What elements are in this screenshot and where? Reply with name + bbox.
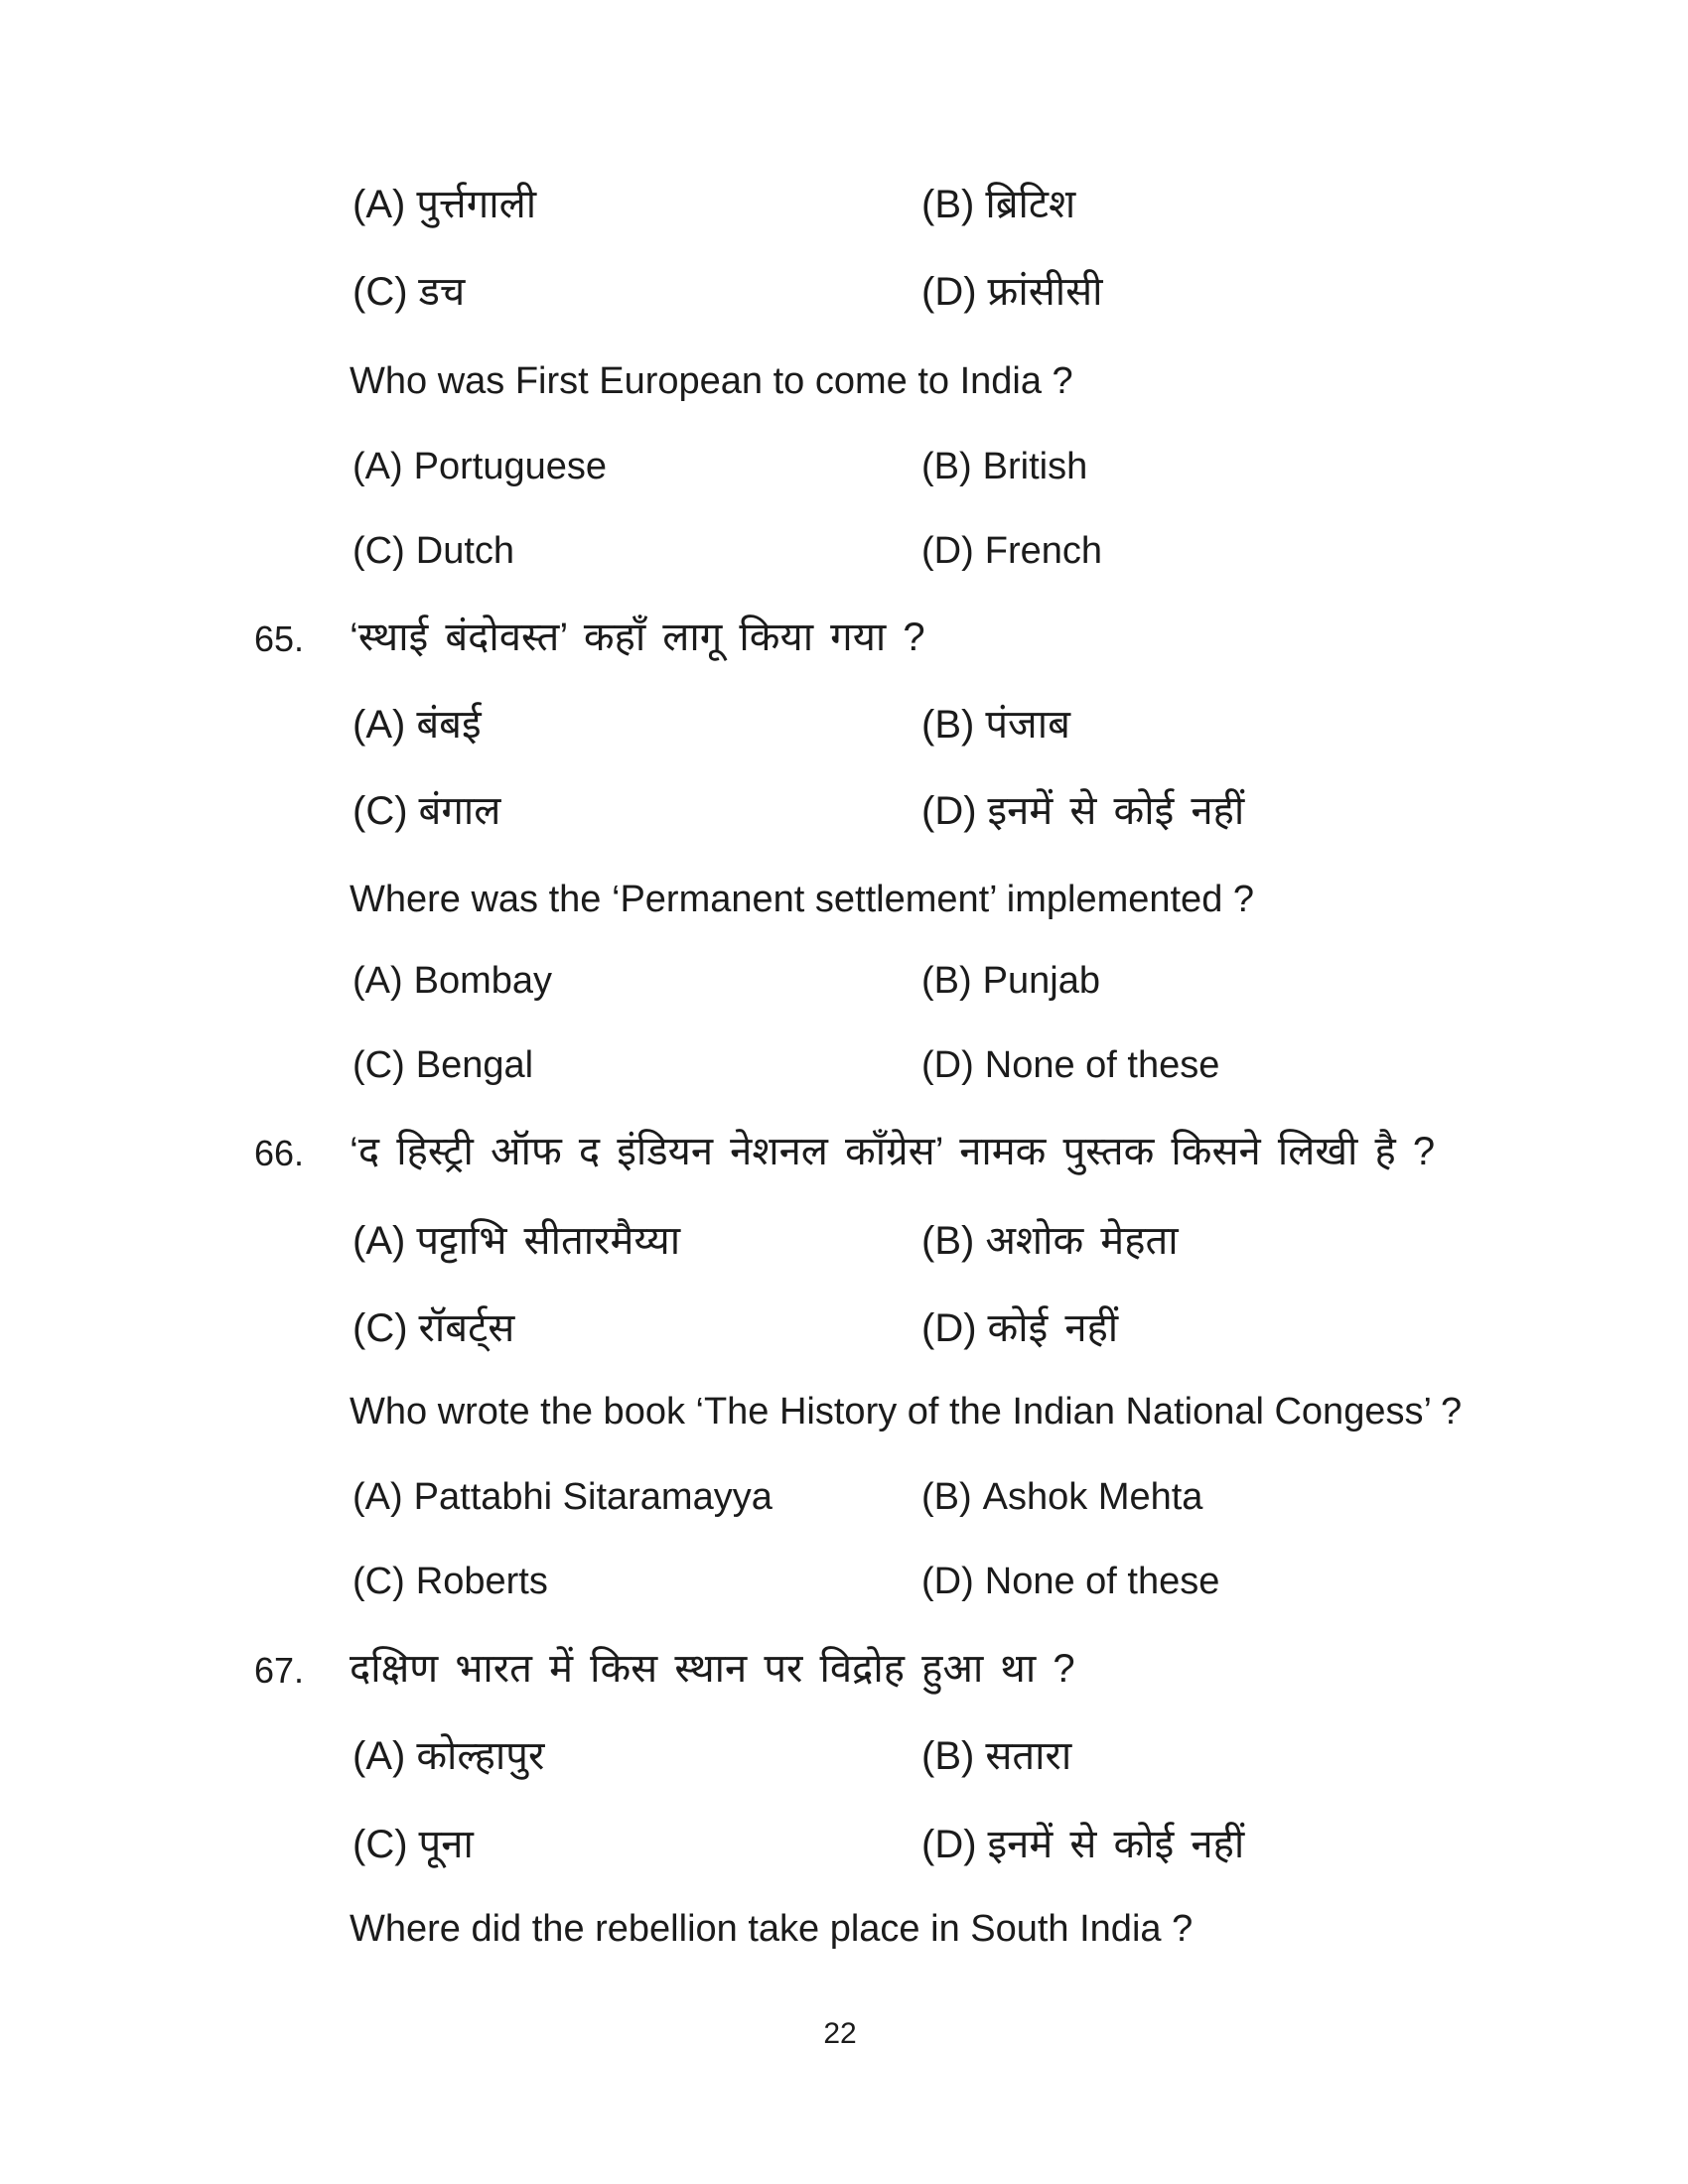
q67-option-c-hi-label: (C) xyxy=(352,1823,408,1866)
q66-option-c-en xyxy=(352,1560,548,1605)
q67-option-c-hi-text: पूना xyxy=(418,1823,474,1866)
q66-question-hindi: ‘द हिस्ट्री ऑफ द इंडियन नेशनल काँग्रेस’ नामक पुस्तक किसने लिखी है ? xyxy=(350,1130,1436,1173)
q67-option-b-hi-text: सतारा xyxy=(985,1734,1072,1778)
q65-option-b-hi xyxy=(921,701,1070,749)
q65-option-d-hi-label: (D) xyxy=(921,789,977,833)
q64-option-c-hi-text: डच xyxy=(418,270,466,314)
q66-option-d-en-label: (D) xyxy=(921,1561,974,1602)
q67-number: 67. xyxy=(254,1650,305,1691)
q66-option-c-en-label: (C) xyxy=(352,1561,405,1602)
q67-option-b-hi-label: (B) xyxy=(921,1734,975,1778)
q65-option-d-en xyxy=(921,1043,1219,1089)
q65-option-b-en xyxy=(921,959,1100,1005)
q66-option-a-hi-label: (A) xyxy=(352,1219,406,1263)
q64-option-d-en-label: (D) xyxy=(921,530,974,572)
q65-option-a-hi xyxy=(352,701,482,749)
q66-option-b-hi xyxy=(921,1217,1179,1265)
q64-option-c-en xyxy=(352,529,514,575)
q65-option-d-en-label: (D) xyxy=(921,1044,974,1086)
q66-option-d-en xyxy=(921,1560,1219,1605)
q64-option-c-en-text: Dutch xyxy=(415,530,515,572)
q67-option-b-hi xyxy=(921,1732,1071,1780)
q66-option-a-hi xyxy=(352,1217,680,1265)
q64-option-a-en-label: (A) xyxy=(352,446,403,487)
q66-option-b-hi-label: (B) xyxy=(921,1219,975,1263)
q65-option-c-en-text: Bengal xyxy=(415,1044,534,1086)
q67-option-a-hi-text: कोल्हापुर xyxy=(416,1734,545,1778)
q66-option-a-en xyxy=(352,1475,773,1521)
q67-question-english: Where did the rebellion take place in South India ? xyxy=(350,1908,1194,1950)
q66-option-b-hi-text: अशोक मेहता xyxy=(985,1219,1179,1263)
q65-number: 65. xyxy=(254,618,305,659)
q66-option-c-hi xyxy=(352,1304,514,1352)
q65-option-c-hi-text: बंगाल xyxy=(418,789,501,833)
q65-option-c-en xyxy=(352,1043,533,1089)
q65-option-c-en-label: (C) xyxy=(352,1044,405,1086)
q64-option-a-hi-text: पुर्त्तगाली xyxy=(416,183,537,226)
q65-option-a-en-label: (A) xyxy=(352,960,403,1002)
q67-question-hindi: दक्षिण भारत में किस स्थान पर विद्रोह हुआ था ? xyxy=(350,1647,1075,1691)
q65-option-b-en-label: (B) xyxy=(921,960,972,1002)
q66-option-c-en-text: Roberts xyxy=(415,1561,548,1602)
q67-option-a-hi xyxy=(352,1732,544,1780)
q64-option-d-hi xyxy=(921,268,1103,316)
q66-option-c-hi-text: रॉबर्ट्स xyxy=(418,1306,515,1350)
q66-number: 66. xyxy=(254,1133,305,1173)
q64-option-c-hi-label: (C) xyxy=(352,270,408,314)
q66-option-a-en-label: (A) xyxy=(352,1476,403,1518)
q65-option-c-hi-label: (C) xyxy=(352,789,408,833)
q67-option-d-hi-label: (D) xyxy=(921,1823,977,1866)
q64-option-b-en-text: British xyxy=(982,446,1088,487)
q65-option-d-hi xyxy=(921,787,1244,835)
q66-option-c-hi-label: (C) xyxy=(352,1306,408,1350)
q64-option-b-hi-text: ब्रिटिश xyxy=(985,183,1076,226)
q64-option-b-en-label: (B) xyxy=(921,446,972,487)
q66-option-d-en-text: None of these xyxy=(984,1561,1220,1602)
q66-option-d-hi-text: कोई नहीं xyxy=(987,1306,1119,1350)
q64-option-d-hi-text: फ्रांसीसी xyxy=(987,270,1103,314)
q66-option-d-hi xyxy=(921,1304,1118,1352)
q65-option-d-en-text: None of these xyxy=(984,1044,1220,1086)
q64-option-b-hi-label: (B) xyxy=(921,183,975,226)
q66-option-b-en xyxy=(921,1475,1202,1521)
q67-option-d-hi xyxy=(921,1821,1244,1868)
q65-option-d-hi-text: इनमें से कोई नहीं xyxy=(987,789,1245,833)
q66-option-b-en-label: (B) xyxy=(921,1476,972,1518)
q64-option-c-en-label: (C) xyxy=(352,530,405,572)
page-number: 22 xyxy=(823,2017,857,2050)
q65-option-b-hi-label: (B) xyxy=(921,703,975,747)
q64-option-a-en-text: Portuguese xyxy=(413,446,608,487)
q64-option-a-hi-label: (A) xyxy=(352,183,406,226)
q64-option-d-en xyxy=(921,529,1102,575)
q65-option-b-hi-text: पंजाब xyxy=(985,703,1070,747)
q65-option-c-hi xyxy=(352,787,500,835)
q64-option-c-hi xyxy=(352,268,465,316)
q67-option-d-hi-text: इनमें से कोई नहीं xyxy=(987,1823,1245,1866)
q64-option-d-en-text: French xyxy=(984,530,1103,572)
q65-option-b-en-text: Punjab xyxy=(982,960,1100,1002)
q66-option-a-hi-text: पट्टाभि सीतारमैय्या xyxy=(416,1219,681,1263)
q64-option-d-hi-label: (D) xyxy=(921,270,977,314)
q65-option-a-en-text: Bombay xyxy=(413,960,553,1002)
q66-option-b-en-text: Ashok Mehta xyxy=(982,1476,1203,1518)
q64-question-english: Who was First European to come to India ? xyxy=(350,360,1073,402)
q67-option-c-hi xyxy=(352,1821,474,1868)
q65-option-a-en xyxy=(352,959,552,1005)
q66-option-d-hi-label: (D) xyxy=(921,1306,977,1350)
q67-option-a-hi-label: (A) xyxy=(352,1734,406,1778)
q64-option-a-hi xyxy=(352,181,536,228)
q64-option-a-en xyxy=(352,445,607,490)
q65-question-english: Where was the ‘Permanent settlement’ implemented ? xyxy=(350,879,1255,920)
q64-option-b-en xyxy=(921,445,1087,490)
q66-option-a-en-text: Pattabhi Sitaramayya xyxy=(413,1476,773,1518)
q64-option-b-hi xyxy=(921,181,1075,228)
q65-question-hindi: ‘स्थाई बंदोवस्त’ कहाँ लागू किया गया ? xyxy=(350,615,925,659)
q65-option-a-hi-label: (A) xyxy=(352,703,406,747)
q65-option-a-hi-text: बंबई xyxy=(416,703,482,747)
q66-question-english: Who wrote the book ‘The History of the Indian National Congess’ ? xyxy=(350,1391,1463,1433)
